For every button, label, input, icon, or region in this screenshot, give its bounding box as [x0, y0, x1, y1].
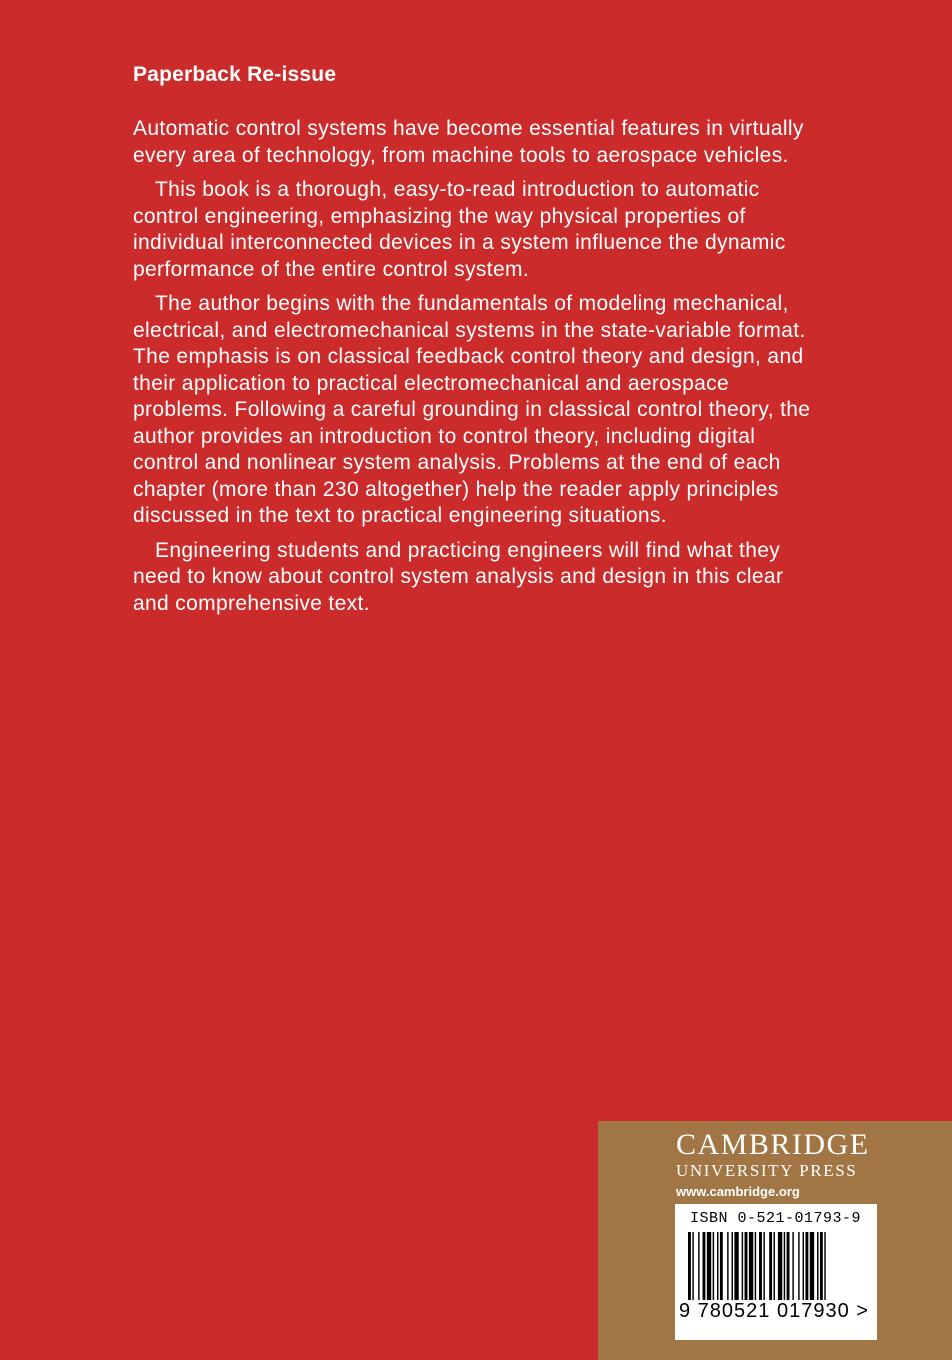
- publisher-website: www.cambridge.org: [676, 1184, 800, 1199]
- barcode-bar: [717, 1232, 718, 1300]
- barcode-bar: [732, 1232, 733, 1300]
- barcode-bar: [810, 1232, 814, 1300]
- barcode-bar: [755, 1232, 756, 1300]
- barcode-bar: [707, 1232, 711, 1300]
- barcode-bar: [763, 1232, 764, 1300]
- barcode-bar: [769, 1232, 772, 1300]
- barcode-bar: [774, 1232, 775, 1300]
- blurb-paragraph-1: Automatic control systems have become essential features in virtually every area of technology, from machine tools to aerospace vehicles.: [133, 117, 804, 167]
- publisher-logo-name: CAMBRIDGE: [676, 1128, 870, 1161]
- barcode-bars: [688, 1232, 864, 1300]
- edition-label: Paperback Re-issue: [133, 63, 337, 86]
- barcode-bar: [803, 1232, 804, 1300]
- blurb-text: [133, 116, 823, 625]
- ean-digits: 9 780521 017930 >: [679, 1300, 869, 1322]
- barcode-bar: [798, 1232, 799, 1300]
- barcode-bar: [713, 1232, 714, 1300]
- barcode-bar: [720, 1232, 723, 1300]
- barcode-bar: [703, 1232, 706, 1300]
- blurb-paragraph-2: This book is a thorough, easy-to-read introduction to automatic control engineering, emphasizing the way physical properties of individual interconnected devices in a system influence the dynamic performance of the entire control system.: [133, 178, 786, 281]
- publisher-logo-subtitle: UNIVERSITY PRESS: [676, 1161, 858, 1180]
- barcode-bar: [820, 1232, 823, 1300]
- blurb-paragraph-4: Engineering students and practicing engineers will find what they need to know about control system analysis and design in this clear and comprehensive text.: [133, 538, 784, 615]
- barcode-bar: [734, 1232, 738, 1300]
- barcode-bar: [745, 1232, 748, 1300]
- barcode-bar: [778, 1232, 782, 1300]
- barcode-bar: [784, 1232, 785, 1300]
- barcode-bar: [824, 1232, 825, 1300]
- barcode-bar: [817, 1232, 818, 1300]
- barcode-bar: [787, 1232, 790, 1300]
- barcode-bar: [698, 1232, 699, 1300]
- isbn-number: ISBN 0-521-01793-9: [690, 1210, 862, 1227]
- barcode-bar: [749, 1232, 753, 1300]
- blurb-paragraph-3: The author begins with the fundamentals of modeling mechanical, electrical, and electromechanical systems in the state-variable format. The emphasis is on classical feedback control theory and design, and their application to practical electromechanical and aerospace problems. Following a careful grounding in classical control theory, the author provides an introduction to control theory, including digital control and nonlinear system analysis. Problems at the end of each chapter (more than 230 altogether) help the reader apply principles discussed in the text to practical engineering situations.: [133, 292, 811, 527]
- barcode-bar: [759, 1232, 762, 1300]
- barcode-bar: [692, 1232, 693, 1300]
- barcode-bar: [805, 1232, 808, 1300]
- barcode-bar: [727, 1232, 728, 1300]
- barcode-bar: [742, 1232, 743, 1300]
- barcode-bar: [688, 1232, 691, 1300]
- barcode-bar: [792, 1232, 793, 1300]
